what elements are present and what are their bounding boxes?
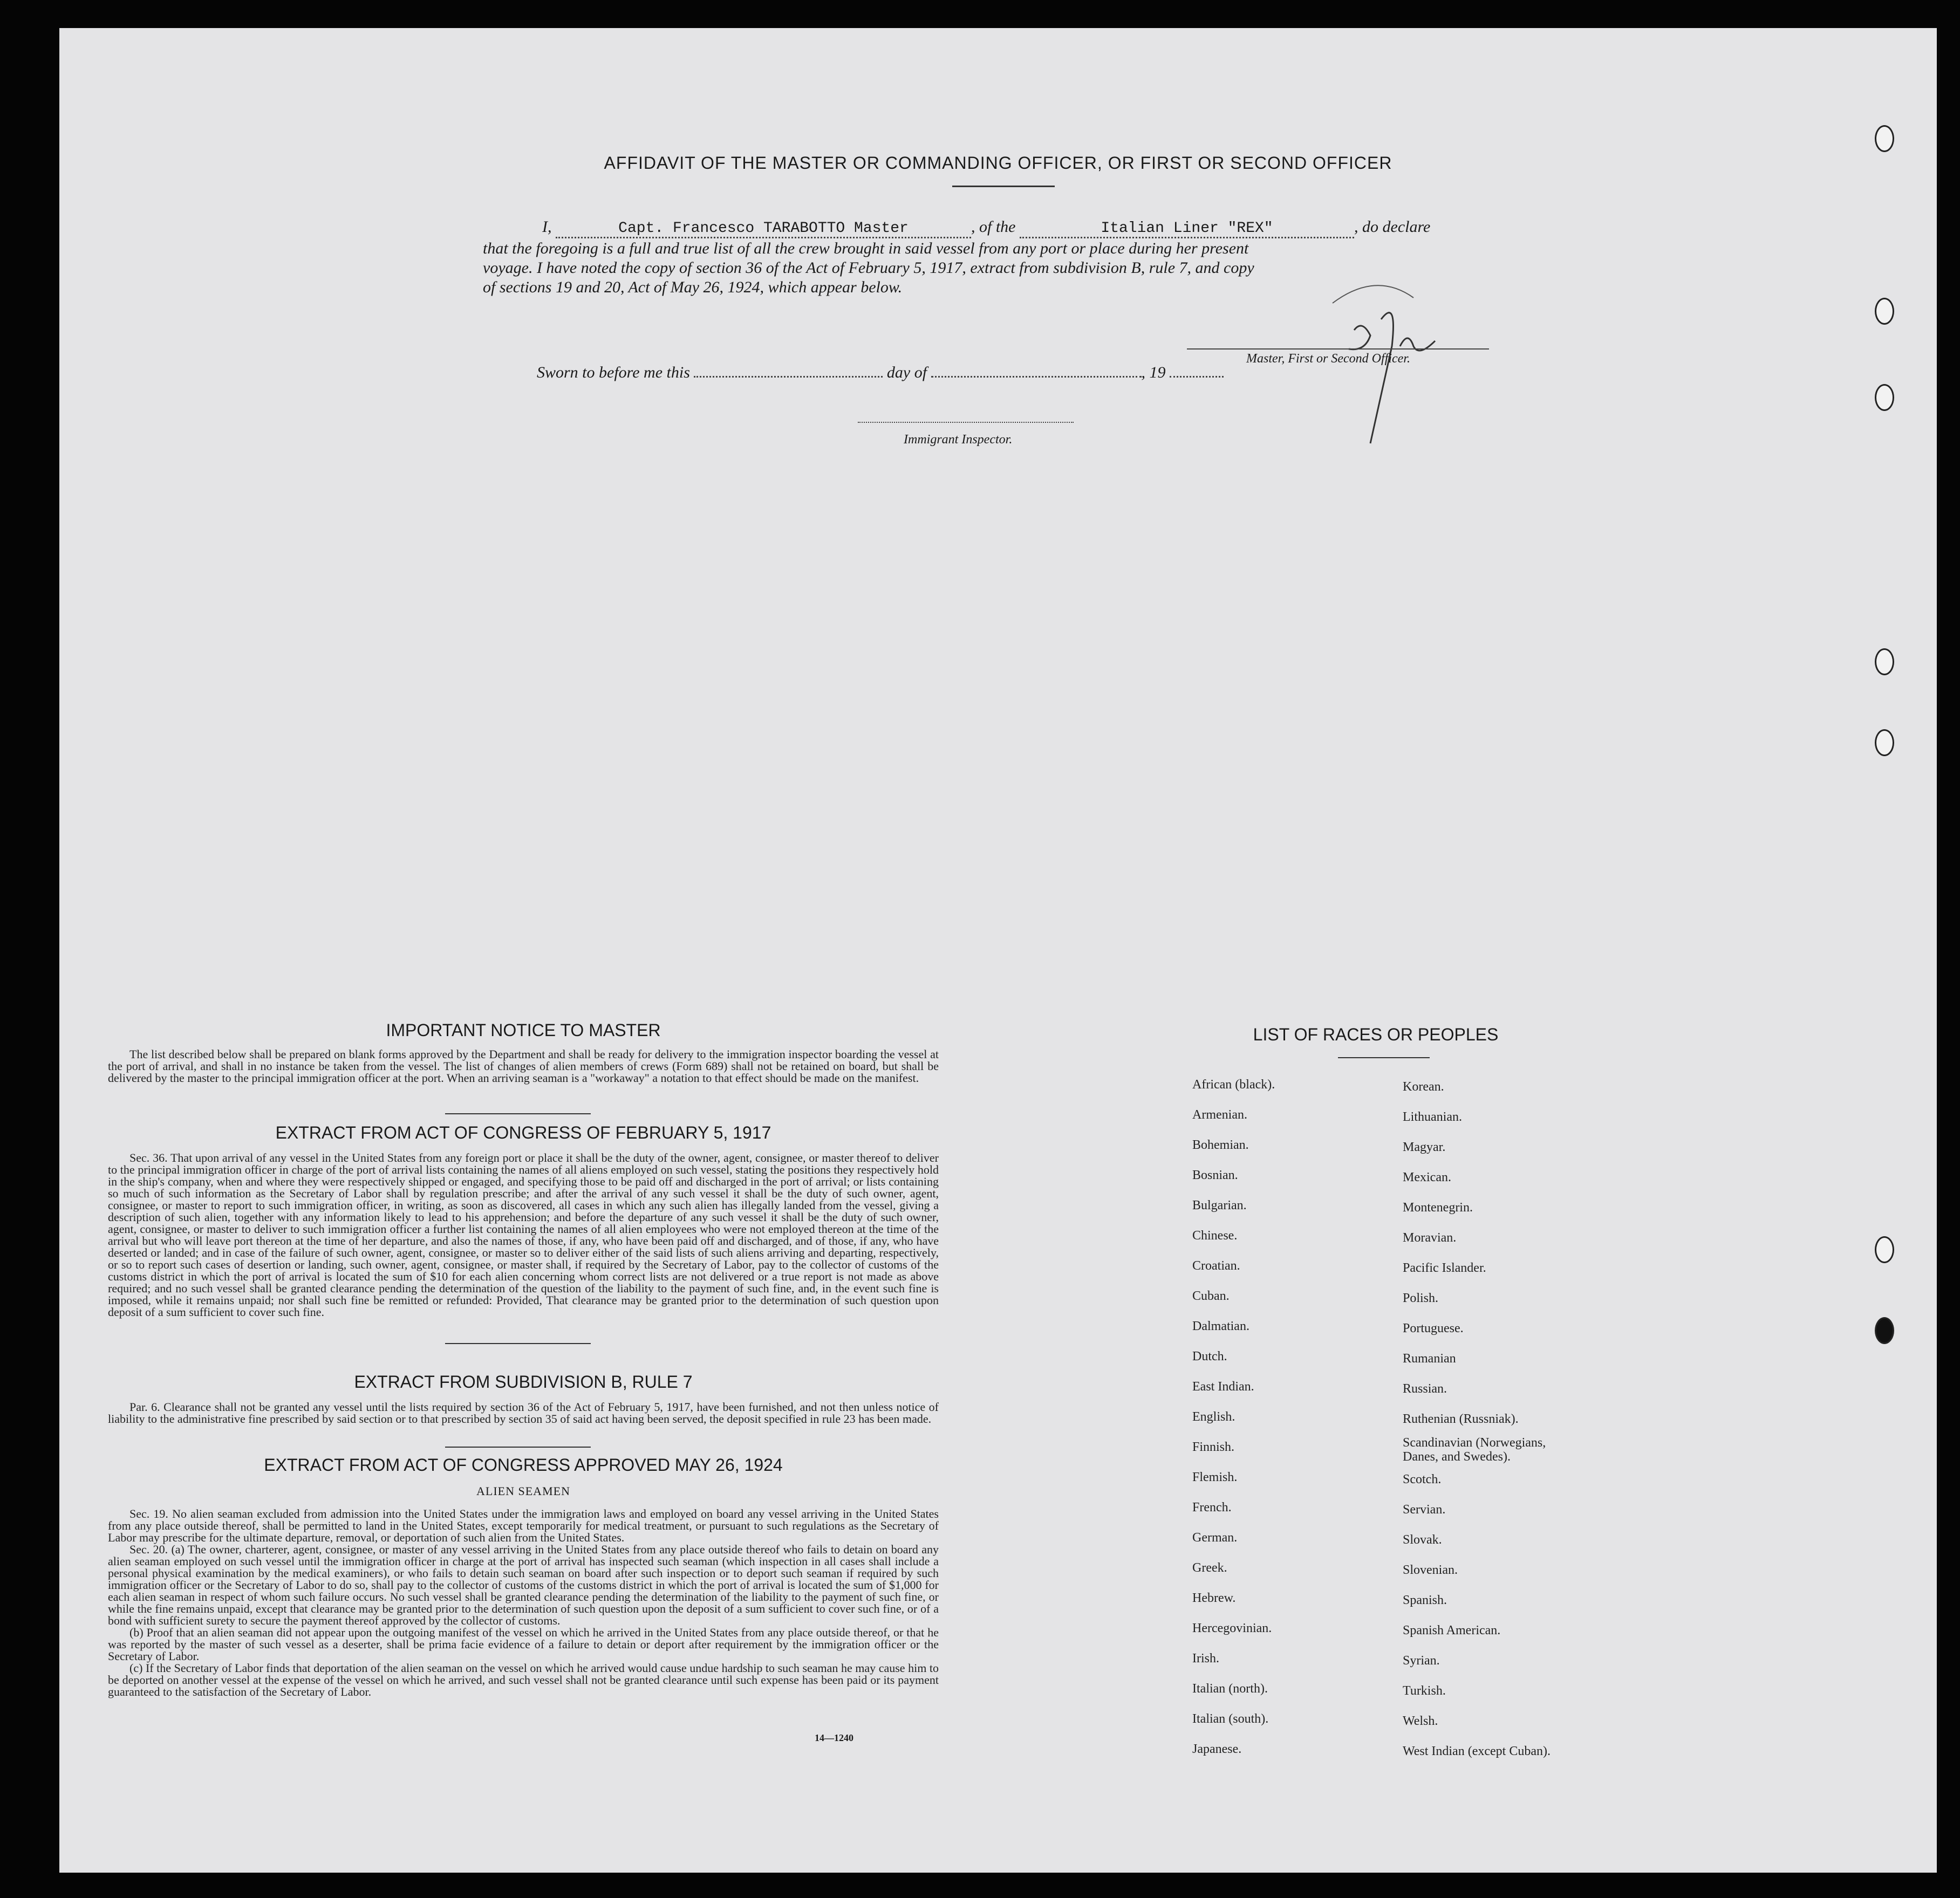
paper-sheet — [59, 28, 1937, 1873]
title-rule — [952, 186, 1055, 187]
race-item: Portuguese. — [1403, 1321, 1464, 1335]
race-item: Spanish. — [1403, 1593, 1447, 1607]
sworn-label: Sworn to before me this — [537, 364, 690, 381]
day-of-label: day of — [886, 364, 927, 381]
race-item: Finnish. — [1192, 1440, 1235, 1454]
race-item: East Indian. — [1192, 1380, 1254, 1394]
race-item: Slovak. — [1403, 1533, 1442, 1547]
race-item: Turkish. — [1403, 1684, 1446, 1698]
affidavit-line1 — [542, 218, 1600, 238]
race-item: Montenegrin. — [1403, 1201, 1473, 1215]
year-label: , 19 — [1141, 364, 1166, 381]
master-signature-line — [1187, 348, 1489, 350]
race-item: Bosnian. — [1192, 1168, 1238, 1182]
race-item: Mexican. — [1403, 1170, 1451, 1184]
race-item: Lithuanian. — [1403, 1110, 1462, 1124]
race-item: Servian. — [1403, 1503, 1446, 1517]
par6-paragraph: Par. 6. Clearance shall not be granted any vessel until the lists required by section 36 of the Act of February 5, 1917, have been furnished, and not then unless notice of liability to the administrative fine prescribed by said section or to that prescribed by section 35 of said act having been served, the deposit specified in rule 23 has been made. — [108, 1400, 939, 1426]
race-item: Polish. — [1403, 1291, 1439, 1305]
race-item: Italian (south). — [1192, 1712, 1269, 1726]
binder-hole — [1875, 298, 1894, 325]
master-name: Capt. Francesco TARABOTTO Master — [556, 220, 971, 238]
race-item: Italian (north). — [1192, 1682, 1268, 1696]
race-item: Dutch. — [1192, 1349, 1227, 1363]
race-item: Pacific Islander. — [1403, 1261, 1486, 1275]
race-item: Bulgarian. — [1192, 1198, 1247, 1212]
i-label: I, — [542, 218, 552, 236]
inspector-label: Immigrant Inspector. — [904, 433, 1013, 447]
race-item: Cuban. — [1192, 1289, 1230, 1303]
extract-1917-title: EXTRACT FROM ACT OF CONGRESS OF FEBRUARY 5, 1917 — [275, 1123, 771, 1142]
sec19-paragraph: Sec. 19. No alien seaman excluded from admission into the United States under the immigration laws and employed on board any vessel arriving in the United States from any place outside thereof, shall be permitted to land in the United States, except temporarily for medical treatment, or pursuant to such regulations as the Secretary of Labor may prescribe for the ultimate departure, removal, or deportation of such alien from the United States. — [108, 1507, 939, 1544]
sec20a-paragraph: Sec. 20. (a) The owner, charterer, agent, consignee, or master of any vessel arriving in the United States from any place outside thereof who fails to detain on board any alien seaman employed on such vessel until the immigration officer in charge at the port of arrival has inspected such seaman (which inspection in all cases shall include a personal physical examination by the medical examiners), or who fails to detain such seaman on board after such inspection or to deport such seaman if required by such immigration officer or the Secretary of Labor to do so, shall pay to the collector of customs of the customs district in which the port of arrival is located the sum of $1,000 for each alien seaman in respect of whom such failure occurs. No such vessel shall be granted clearance pending the determination of the liability to the payment of such fine, or while the fine remains unpaid, except that clearance may be granted prior to the determination of such question upon the deposit of a sum sufficient to cover such fine, or of a bond with sufficient surety to secure the payment thereof approved by the collector of customs. — [108, 1543, 939, 1627]
sworn-day-blank — [694, 376, 883, 378]
do-declare-label: , do declare — [1354, 218, 1431, 236]
race-item: Slovenian. — [1403, 1563, 1458, 1577]
race-item: Flemish. — [1192, 1470, 1238, 1484]
sworn-month-blank — [931, 376, 1142, 378]
race-item: Russian. — [1403, 1382, 1447, 1396]
sec20c-paragraph: (c) If the Secretary of Labor finds that deportation of the alien seaman on the vessel on which he arrived would cause undue hardship to such seaman he may cause him to be deported on another vessel at the expense of the vessel on which he arrived, and such vessel shall not be granted clearance until such expense has been paid or its payment guaranteed to the satisfaction of the Secretary of Labor. — [108, 1661, 939, 1698]
of-the-label: , of the — [971, 218, 1016, 236]
binder-hole — [1875, 1236, 1894, 1263]
binder-hole — [1875, 125, 1894, 152]
race-item: Ruthenian (Russniak). — [1403, 1412, 1519, 1426]
race-item: French. — [1192, 1500, 1232, 1515]
binder-hole — [1875, 729, 1894, 756]
race-item: Croatian. — [1192, 1259, 1240, 1273]
master-signature-label: Master, First or Second Officer. — [1246, 352, 1410, 366]
notice-text — [108, 1049, 939, 1084]
sec20b-paragraph: (b) Proof that an alien seaman did not appear upon the outgoing manifest of the vessel on which he arrived in the United States from any place outside thereof, or that he was reported by the master of such vessel as a deserter, shall be prima facie evidence of a failure to detain or deport after requirement by the immigration officer or the Secretary of Labor. — [108, 1626, 939, 1663]
race-item: English. — [1192, 1410, 1235, 1424]
affidavit-line2: that the foregoing is a full and true list of all the crew brought in said vessel from any port or place during her present — [483, 239, 1249, 257]
binder-hole — [1875, 384, 1894, 411]
section-rule — [445, 1343, 591, 1344]
race-item: Dalmatian. — [1192, 1319, 1249, 1333]
section-rule — [445, 1447, 591, 1448]
sec36-paragraph: Sec. 36. That upon arrival of any vessel in the United States from any foreign port or place it shall be the duty of the owner, agent, consignee, or master thereof to deliver to the principal immigration officer in charge of the port of arrival lists containing the names of all aliens employed on such vessel, stating the positions they respectively hold in the ship's company, when and where they were respectively shipped or engaged, and specifying those to be paid off and discharged in the port of arrival; or lists containing so much of such information as the Secretary of Labor shall by regulation prescribe; and after the arrival of any such vessel it shall be the duty of such owner, agent, consignee, or master to report to such immigration officer, in writing, as soon as discovered, all cases in which any such alien has illegally landed from the vessel, giving a description of such alien, together with any information likely to lead to his apprehension; and before the departure of any such vessel it shall be the duty of such owner, agent, consignee, or master to deliver to such immigration officer a further list containing the names of all alien employees who were not employed thereon at the time of the arrival but who will leave port thereon at the time of her departure, and also the names of those, if any, who have been paid off and discharged, and of those, if any, who have deserted or landed; and in case of the failure of such owner, agent, consignee, or master so to deliver either of the said lists of such aliens arriving and departing, respectively, or so to report such cases of desertion or landing, such owner, agent, consignee, or master shall, if required by the Secretary of Labor, pay to the collector of customs of the customs district in which the port of arrival is located the sum of $10 for each alien concerning whom correct lists are not delivered or a true report is not made as above required; and no such vessel shall be granted clearance pending the determination of the question of the liability to the payment of such fine, and, in the event such fine is imposed, while it remains unpaid; nor shall such fine be remitted or refunded: Provided, That clearance may be granted prior to the determination of such question upon deposit of a sum sufficient to cover such fine. — [108, 1151, 939, 1319]
race-item: Greek. — [1192, 1561, 1227, 1575]
race-item: Bohemian. — [1192, 1138, 1249, 1152]
race-item: African (black). — [1192, 1078, 1275, 1092]
race-item: Scotch. — [1403, 1472, 1442, 1486]
race-item: Hebrew. — [1192, 1591, 1236, 1605]
races-title: LIST OF RACES OR PEOPLES — [1253, 1025, 1499, 1044]
race-item: Magyar. — [1403, 1140, 1446, 1154]
race-item: Moravian. — [1403, 1231, 1457, 1245]
notice-paragraph: The list described below shall be prepared on blank forms approved by the Department and shall be ready for delivery to the immigration inspector boarding the vessel at the port of arrival, and shall in no instance be taken from the vessel. The list of changes of alien members of crews (Form 689) shall not be retained on board, but shall be delivered by the master to the principal immigration officer at the port. When an arriving seaman is a "workaway" a notation to that effect should be made on the manifest. — [108, 1047, 939, 1085]
extract-1924-text — [108, 1508, 939, 1698]
race-item: Rumanian — [1403, 1352, 1456, 1366]
race-item: Armenian. — [1192, 1108, 1247, 1122]
sworn-year-blank — [1170, 376, 1224, 378]
race-item: Syrian. — [1403, 1654, 1440, 1668]
race-item: Korean. — [1403, 1080, 1444, 1094]
race-item: Hercegovinian. — [1192, 1621, 1272, 1635]
vessel-name: Italian Liner "REX" — [1020, 220, 1354, 238]
races-title-rule — [1338, 1057, 1430, 1058]
sworn-line — [537, 364, 1224, 382]
race-item: Scandinavian (Norwegians, Danes, and Swedes). — [1403, 1436, 1546, 1464]
race-item: German. — [1192, 1531, 1238, 1545]
inspector-signature-line — [858, 422, 1074, 423]
section-rule — [445, 1113, 591, 1114]
form-number: 14—1240 — [815, 1732, 853, 1743]
extract-1917-text — [108, 1152, 939, 1318]
race-item: West Indian (except Cuban). — [1403, 1744, 1551, 1758]
extract-rule7-title: EXTRACT FROM SUBDIVISION B, RULE 7 — [354, 1372, 693, 1392]
extract-rule7-text — [108, 1401, 939, 1425]
binder-hole — [1875, 1317, 1894, 1344]
race-item: Spanish American. — [1403, 1623, 1501, 1637]
notice-title: IMPORTANT NOTICE TO MASTER — [386, 1020, 661, 1040]
race-item: Japanese. — [1192, 1742, 1242, 1756]
affidavit-line4: of sections 19 and 20, Act of May 26, 1924, which appear below. — [483, 278, 903, 296]
extract-1924-subtitle: ALIEN SEAMEN — [476, 1484, 570, 1498]
binder-hole — [1875, 648, 1894, 675]
race-item: Chinese. — [1192, 1229, 1238, 1243]
race-item: Irish. — [1192, 1652, 1219, 1666]
affidavit-line3: voyage. I have noted the copy of section 36 of the Act of February 5, 1917, extract from subdivision B, rule 7, and copy — [483, 259, 1254, 277]
race-item: Welsh. — [1403, 1714, 1438, 1728]
extract-1924-title: EXTRACT FROM ACT OF CONGRESS APPROVED MAY 26, 1924 — [264, 1455, 783, 1475]
affidavit-title: AFFIDAVIT OF THE MASTER OR COMMANDING OFFICER, OR FIRST OR SECOND OFFICER — [604, 153, 1392, 173]
